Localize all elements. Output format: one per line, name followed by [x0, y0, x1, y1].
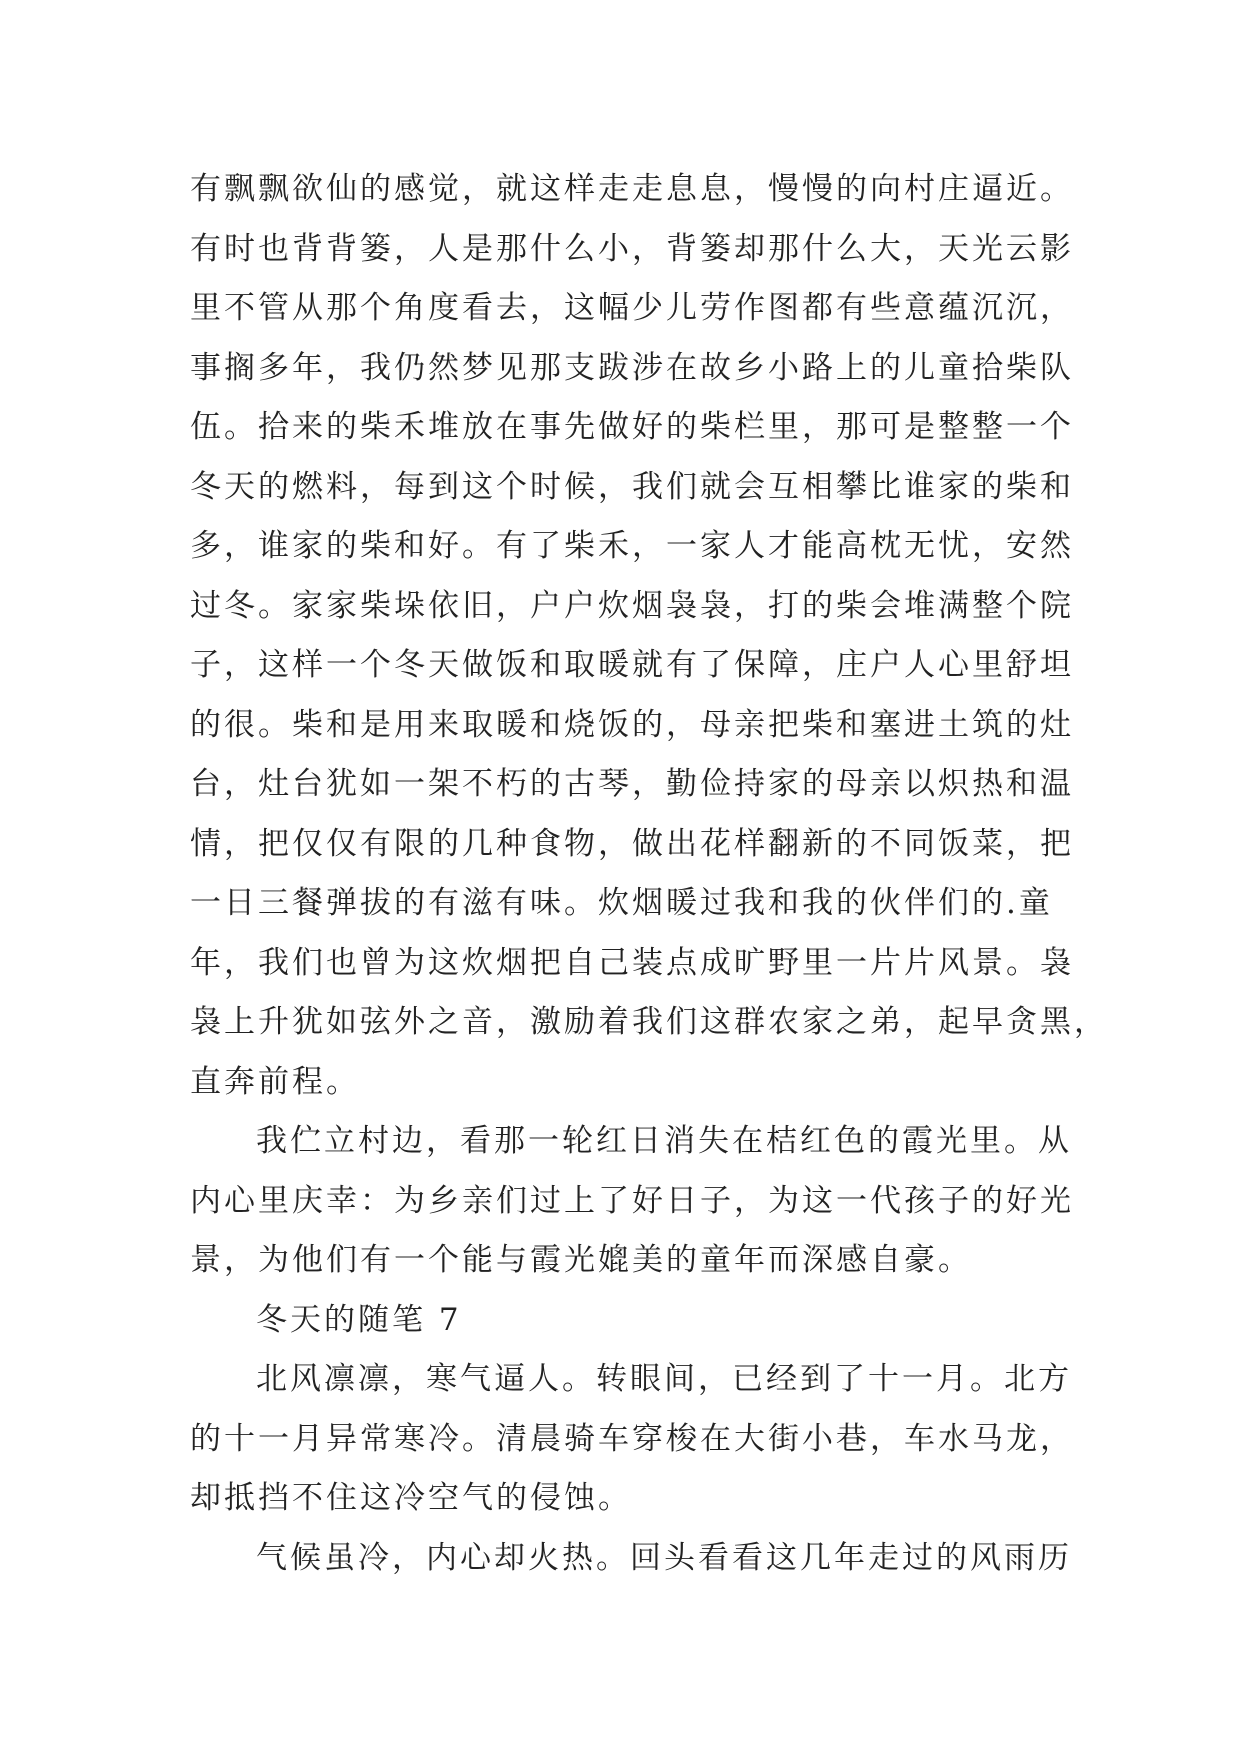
text-line: 情，把仅仅有限的几种食物，做出花样翻新的不同饭菜，把: [190, 825, 1074, 862]
text-line: 有飘飘欲仙的感觉，就这样走走息息，慢慢的向村庄逼近。: [190, 171, 1074, 207]
text-line: 子，这样一个冬天做饭和取暖就有了保障，庄户人心里舒坦: [190, 647, 1074, 683]
text-line: 冬天的燃料，每到这个时候，我们就会互相攀比谁家的柴和: [190, 468, 1074, 505]
text-line: 北风凛凛，寒气逼人。转眼间，已经到了十一月。北方: [256, 1361, 1072, 1397]
text-line: 伍。拾来的柴禾堆放在事先做好的柴栏里，那可是整整一个: [190, 409, 1074, 445]
text-line: 内心里庆幸：为乡亲们过上了好日子，为这一代孩子的好光: [190, 1182, 1074, 1219]
text-line: 有时也背背篓，人是那什么小，背篓却那什么大，天光云影: [190, 230, 1074, 267]
text-line: 景，为他们有一个能与霞光媲美的童年而深感自豪。: [190, 1242, 972, 1278]
text-line: 事搁多年，我仍然梦见那支跋涉在故乡小路上的儿童拾柴队: [190, 349, 1074, 386]
text-line: 直奔前程。: [190, 1063, 360, 1100]
text-line: 的很。柴和是用来取暖和烧饭的，母亲把柴和塞进土筑的灶: [190, 706, 1074, 743]
text-line: 的十一月异常寒冷。清晨骑车穿梭在大街小巷，车水马龙，: [190, 1420, 1074, 1457]
text-line: 冬天的随笔 7: [256, 1301, 462, 1338]
text-line: 过冬。家家柴垛依旧，户户炊烟袅袅，打的柴会堆满整个院: [190, 587, 1074, 624]
text-line: 一日三餐弹拔的有滋有味。炊烟暖过我和我的伙伴们的.童: [190, 885, 1053, 921]
text-line: 年，我们也曾为这炊烟把自己装点成旷野里一片片风景。袅: [190, 944, 1074, 981]
text-line: 却抵挡不住这冷空气的侵蚀。: [190, 1480, 632, 1516]
text-line: 里不管从那个角度看去，这幅少儿劳作图都有些意蕴沉沉，: [190, 290, 1074, 326]
text-line: 我伫立村边，看那一轮红日消失在桔红色的霞光里。从: [256, 1123, 1072, 1159]
document-body: [190, 160, 1108, 1588]
text-line: 多，谁家的柴和好。有了柴禾，一家人才能高枕无忧，安然: [190, 528, 1074, 564]
text-line: 气候虽冷，内心却火热。回头看看这几年走过的风雨历: [256, 1539, 1072, 1576]
text-line: 台，灶台犹如一架不朽的古琴，勤俭持家的母亲以炽热和温: [190, 766, 1074, 802]
text-line: 袅上升犹如弦外之音，激励着我们这群农家之弟，起早贪黑，: [190, 1004, 1108, 1040]
